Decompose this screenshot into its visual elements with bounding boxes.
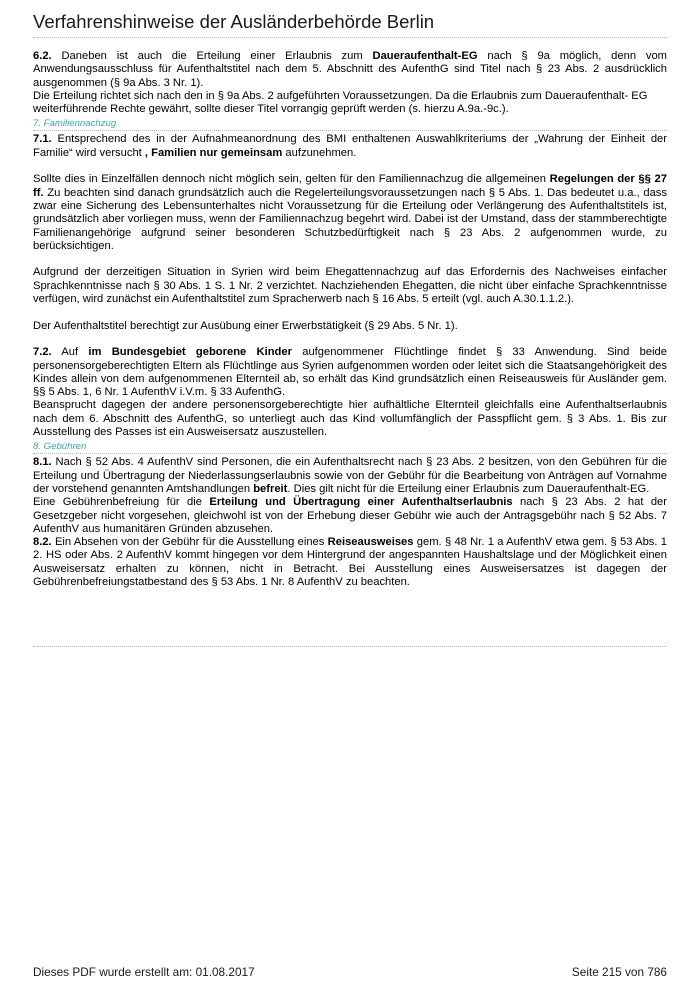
- paragraph-7-1: 7.1. Entsprechend des in der Aufnahmeanordnung des BMI enthaltenen Auswahlkriteriums der „Wahrung der Einheit der Familie“ wird versucht , Familien nur gemeinsam aufzunehmen.: [33, 133, 667, 159]
- paragraph-number: 7.2.: [33, 346, 52, 359]
- paragraph-7-1-syrien: Aufgrund der derzeitigen Situation in Syrien wird beim Ehegattennachzug auf das Erfordernis des Nachweises einfacher Sprachkenntnisse nach § 30 Abs. 1 S. 1 Nr. 2 verzichtet. Nachziehenden Ehegatten, die nicht über einfache Sprachkenntnisse verfügen, wird zunächst ein Aufenthaltstitel zum Spracherwerb nach § 16 Abs. 5 erteilt (vgl. auch A.30.1.1.2.).: [33, 266, 667, 306]
- paragraph-7-2: 7.2. Auf im Bundesgebiet geborene Kinder aufgenommener Flüchtlinge findet § 33 Anwendung. Sind beide personensorgeberechtigten Eltern als Flüchtlinge aus Syrien aufgenommen worden oder leitet sich die Staatsangehörigkeit des Kindes allein von dem aufgenommenen Elternteil ab, so erhält das Kind grundsätzlich einen Reiseausweis für Ausländer gem. §§ 5 Abs. 1, 6 Nr. 1 AufenthV i.V.m. § 33 AufenthG.: [33, 346, 667, 399]
- header-divider: [33, 37, 667, 38]
- document-body: [33, 50, 667, 589]
- paragraph-8-1-continued: Eine Gebührenbefreiung für die Erteilung und Übertragung einer Aufenthaltserlaubnis nach § 23 Abs. 2 hat der Gesetzgeber nicht vorgesehen, gleichwohl ist von der Erhebung dieser Gebühr wie auch der Antragsgebühr nach § 52 Abs. 7 AufenthV aus humanitären Gründen abzusehen.: [33, 496, 667, 535]
- paragraph-8-2: 8.2. Ein Absehen von der Gebühr für die Ausstellung eines Reiseausweises gem. § 48 Nr. 1 a AufenthV etwa gem. § 53 Abs. 1 2. HS oder Abs. 2 AufenthV kommt hingegen vor dem Hintergrund der angespannten Haushaltslage und der Möglichkeit einen Ausweisersatz erhalten zu können, nicht in Betracht. Bei Ausstellung eines Ausweisersatzes ist dagegen der Gebührenbefreiungstatbestand des § 53 Abs. 1 Nr. 8 AufenthV zu beachten.: [33, 536, 667, 588]
- paragraph-6-2: 6.2. Daneben ist auch die Erteilung einer Erlaubnis zum Daueraufenthalt-EG nach § 9a möglich, denn vom Anwendungsausschluss für Aufenthaltstitel nach dem 5. Abschnitt des AufenthG sind Titel nach § 23 Abs. 2 ausdrücklich ausgenommen (§ 9a Abs. 3 Nr. 1).: [33, 50, 667, 89]
- paragraph-7-1-regelungen: Sollte dies in Einzelfällen dennoch nicht möglich sein, gelten für den Familiennachzug die allgemeinen Regelungen der §§ 27 ff. Zu beachten sind danach grundsätzlich auch die Regelerteilungsvoraussetzungen nach § 5 Abs. 1. Das bedeutet u.a., dass zwar eine Sicherung des Lebensunterhaltes nicht Voraussetzung für die Erteilung oder Verlängerung des Aufenthaltstitels ist, grundsätzlich aber vorliegen muss, wenn der Familiennachzug begehrt wird. Dabei ist der Umstand, dass der stammberechtigte Familienangehörige aufgrund seiner besonderen Schutzbedürftigkeit nach § 23 Abs. 2 aufgenommen wurde, zu berücksichtigen.: [33, 173, 667, 252]
- paragraph-7-1-erwerbstaetigkeit: Der Aufenthaltstitel berechtigt zur Ausübung einer Erwerbstätigkeit (§ 29 Abs. 5 Nr. 1).: [33, 319, 458, 332]
- section-heading-gebuehren: 8. Gebühren: [33, 441, 87, 453]
- paragraph-6-2-continued: Die Erteilung richtet sich nach den in § 9a Abs. 2 aufgeführten Voraussetzungen. Da die Erlaubnis zum Daueraufenthalt- EG weiterführende Rechte gewährt, sollte dieser Titel vorrangig geprüft werden (s. hierzu A.9a.-9c.).: [33, 89, 648, 116]
- paragraph-number: 7.1.: [33, 133, 52, 146]
- section-divider: [33, 453, 667, 454]
- section-heading-familiennachzug: 7. Familiennachzug: [33, 118, 117, 130]
- paragraph-number: 8.2.: [33, 536, 52, 549]
- paragraph-7-2-continued: Beansprucht dagegen der andere personensorgeberechtigte hier aufhältliche Elternteil gleichfalls eine Aufenthaltserlaubnis nach dem 6. Abschnitt des AufenthG, so unterliegt auch das Kind vollumfänglich der Passpflicht gem. § 3 Abs. 1. Bis zur Ausstellung des Passes ist ein Ausweisersatz auszustellen.: [33, 399, 667, 439]
- page-header-title: Verfahrenshinweise der Ausländerbehörde Berlin: [33, 11, 435, 32]
- paragraph-number: 6.2.: [33, 50, 52, 62]
- content-end-divider: [33, 646, 667, 647]
- footer-page-number: Seite 215 von 786: [571, 965, 667, 979]
- paragraph-8-1: 8.1. Nach § 52 Abs. 4 AufenthV sind Personen, die ein Aufenthaltsrecht nach § 23 Abs. 2 besitzen, von den Gebühren für die Erteilung und Übertragung der Niederlassungserlaubnis sowie von der Gebühr für die Bearbeitung von Anträgen auf Vornahme der vorstehend genannten Amtshandlungen befreit. Dies gilt nicht für die Erteilung einer Erlaubnis zum Daueraufenthalt-EG.: [33, 456, 667, 495]
- section-divider: [33, 130, 667, 131]
- paragraph-number: 8.1.: [33, 456, 52, 469]
- footer-created-date: Dieses PDF wurde erstellt am: 01.08.2017: [33, 965, 255, 979]
